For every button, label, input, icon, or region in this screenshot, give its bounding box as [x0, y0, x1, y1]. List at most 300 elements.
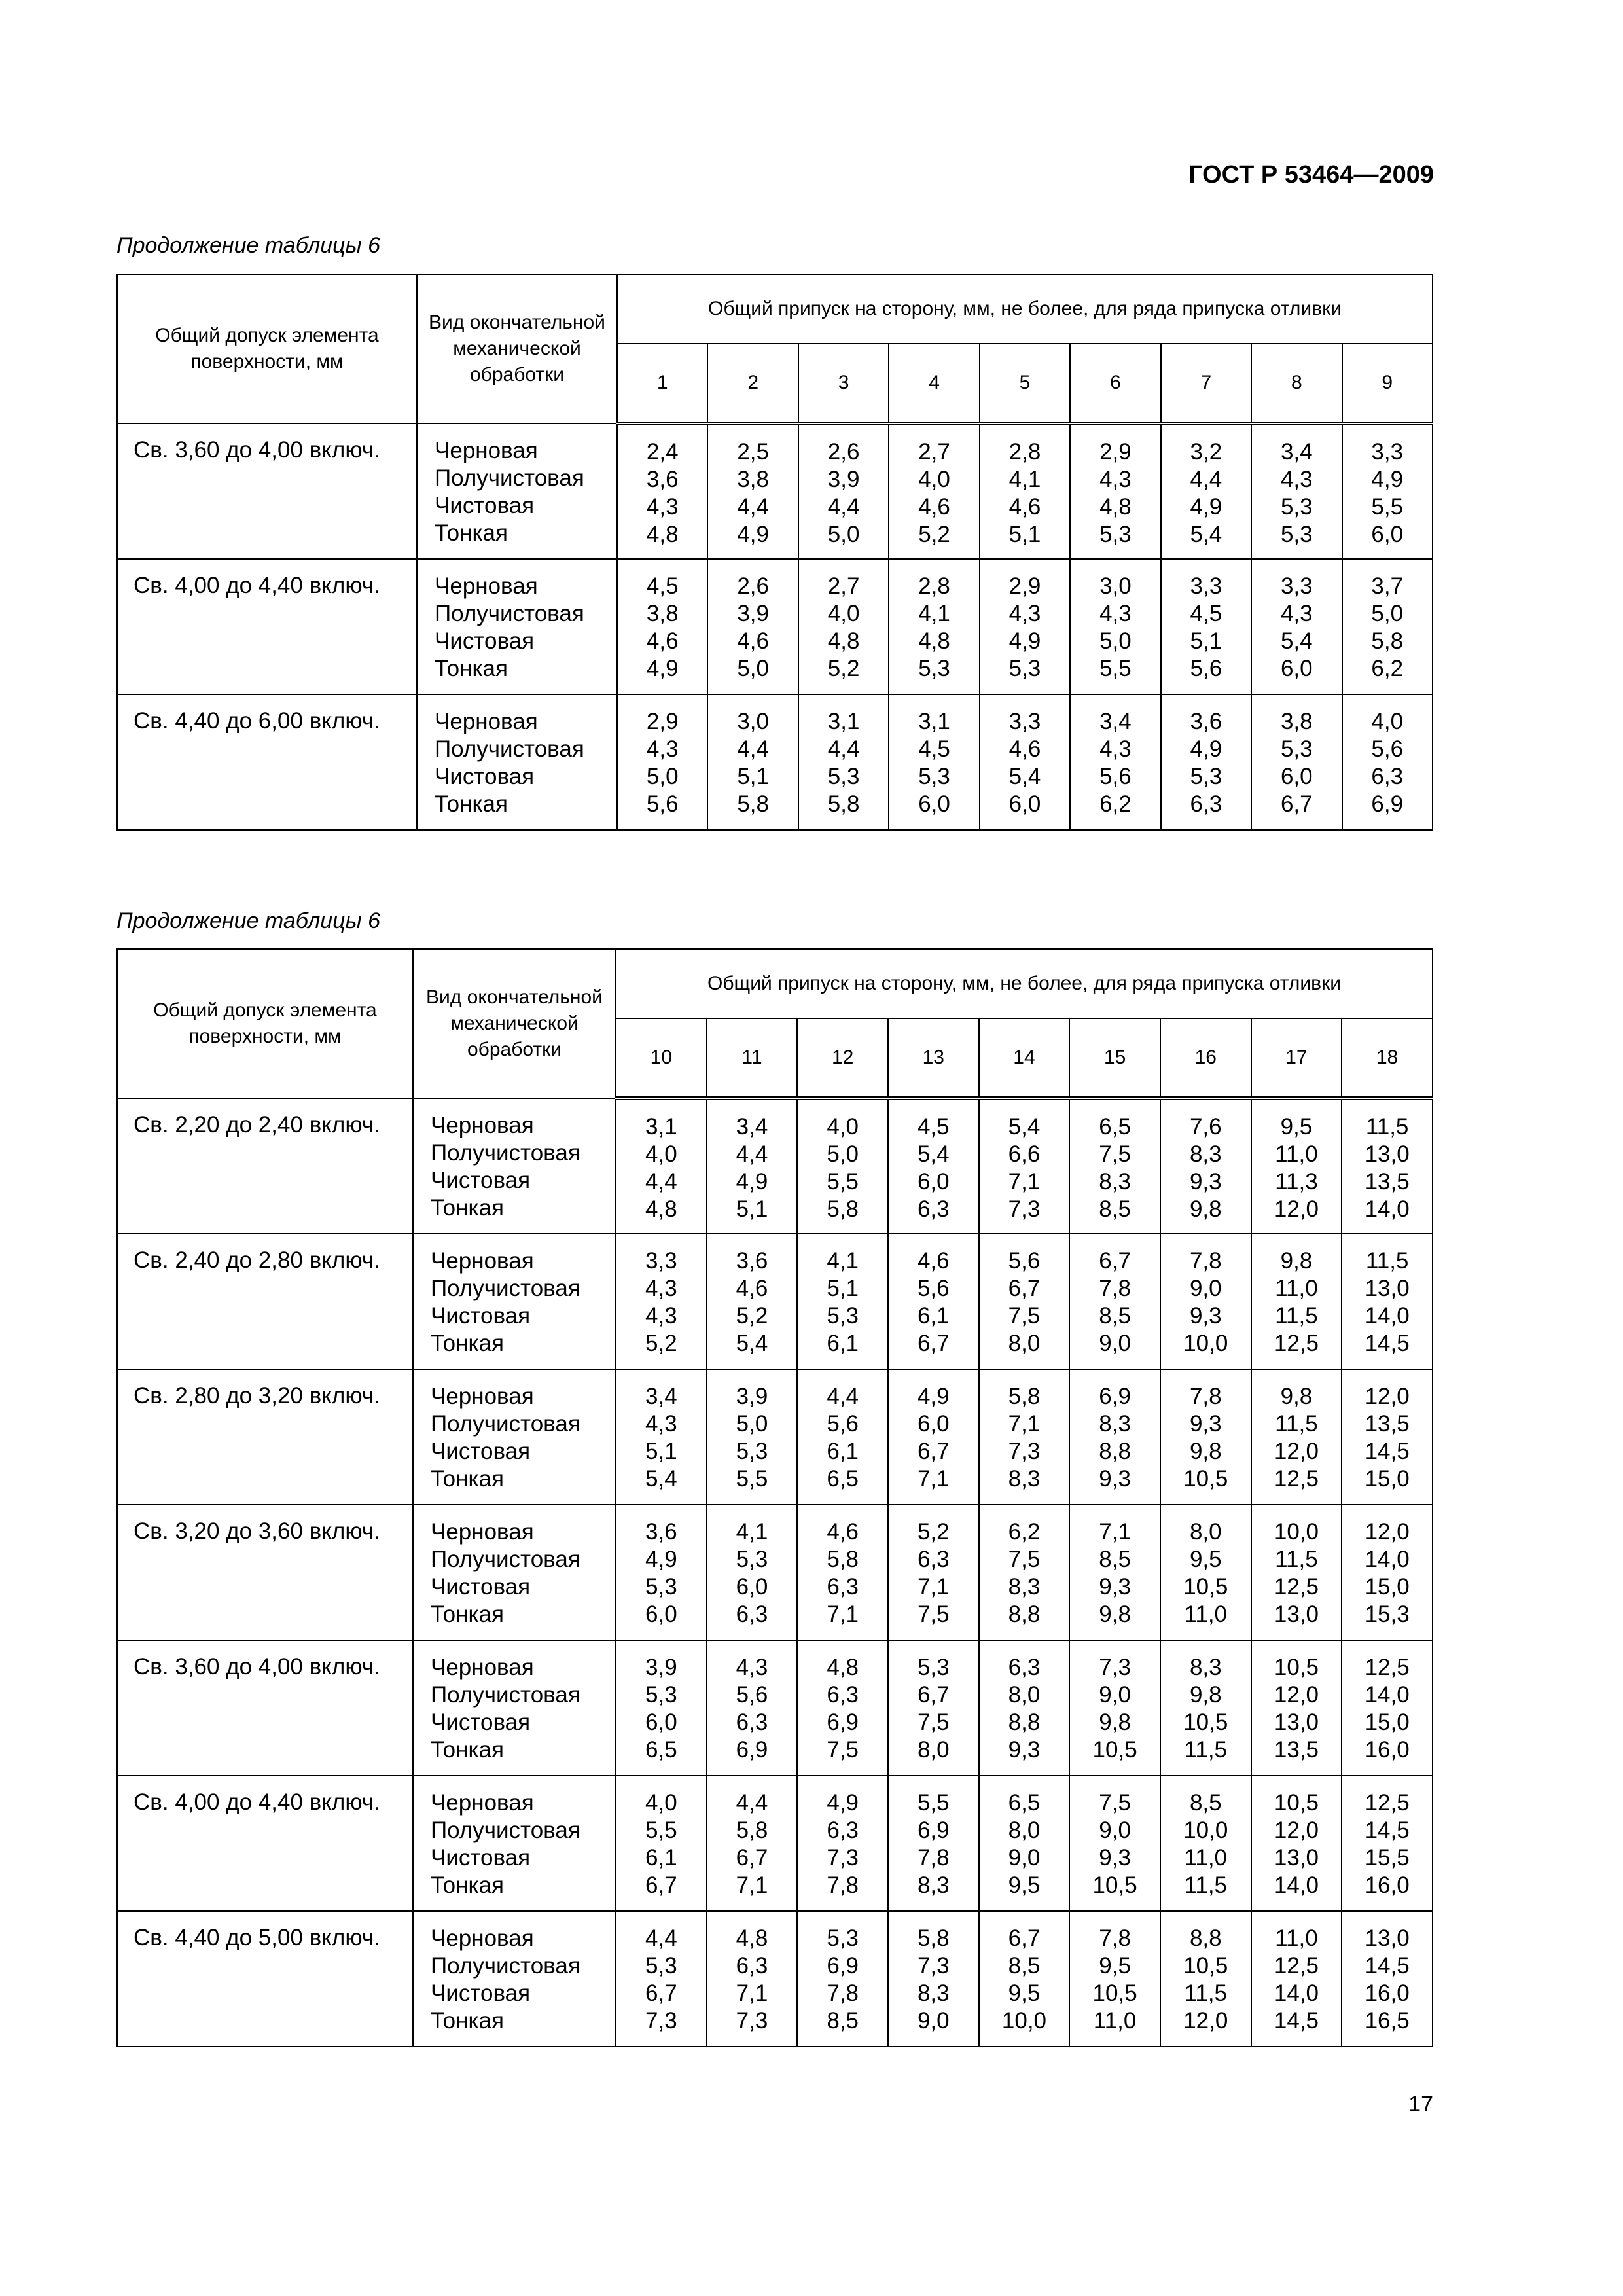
- tolerance-range: Св. 4,40 до 5,00 включ.: [117, 1911, 413, 2047]
- allowance-cell: [707, 1098, 798, 1234]
- allowance-value: 4,4: [827, 736, 860, 762]
- allowance-value: 15,0: [1364, 1574, 1410, 1600]
- series-header: 3: [798, 344, 889, 423]
- allowance-value: 9,3: [1189, 1303, 1222, 1329]
- machining-kind: Чистовая: [431, 1981, 531, 2006]
- allowance-cell: [1160, 1098, 1251, 1234]
- allowance-value: 2,8: [1008, 439, 1041, 465]
- allowance-value: 6,5: [827, 1466, 859, 1492]
- allowance-value: 6,0: [1280, 656, 1313, 681]
- allowance-value: 4,3: [736, 1655, 768, 1680]
- allowance-value: 6,3: [736, 1602, 768, 1627]
- allowance-value: 8,3: [917, 1873, 950, 1898]
- allowance-value: 9,8: [1099, 1710, 1131, 1735]
- machining-kind: Чистовая: [431, 1710, 531, 1735]
- allowance-cell: [1251, 1640, 1342, 1776]
- machining-kind: Черновая: [431, 1384, 534, 1409]
- allowance-value: 6,9: [1371, 791, 1404, 817]
- allowance-value: 7,8: [827, 1873, 859, 1898]
- allowance-value: 4,0: [827, 1114, 859, 1139]
- allowance-value: 5,1: [827, 1276, 859, 1301]
- machining-kind: Тонкая: [435, 656, 508, 681]
- allowance-value: 5,8: [736, 1818, 768, 1843]
- allowance-value: 12,0: [1274, 1682, 1319, 1708]
- series-header: 7: [1161, 344, 1251, 423]
- table-row: [117, 1776, 1433, 1911]
- allowance-value: 4,4: [736, 1790, 768, 1816]
- machining-kind: Тонкая: [431, 1195, 504, 1221]
- allowance-value: 13,0: [1364, 1276, 1410, 1301]
- allowance-value: 4,8: [918, 628, 950, 654]
- allowance-value: 4,3: [1099, 601, 1132, 626]
- allowance-table-1: [116, 274, 1433, 831]
- allowance-cell: [888, 1911, 979, 2047]
- table-row: [117, 423, 1433, 559]
- tolerance-range: Св. 3,20 до 3,60 включ.: [117, 1505, 413, 1640]
- allowance-cell: [797, 1776, 888, 1911]
- allowance-cell: [798, 694, 889, 830]
- allowance-value: 7,3: [827, 1845, 859, 1871]
- allowance-value: 12,0: [1274, 1439, 1319, 1464]
- allowance-cell: [1342, 694, 1433, 830]
- machining-kind: Получистовая: [435, 736, 584, 762]
- col-header-tolerance: Общий допуск элемента поверхности, мм: [117, 274, 417, 423]
- allowance-value: 5,5: [827, 1169, 859, 1194]
- allowance-value: 5,1: [736, 1196, 768, 1222]
- allowance-value: 3,4: [1280, 439, 1313, 465]
- allowance-value: 6,7: [917, 1682, 950, 1708]
- allowance-value: 10,5: [1183, 1710, 1228, 1735]
- allowance-cell: [707, 1640, 798, 1776]
- allowance-value: 8,5: [1189, 1790, 1222, 1816]
- allowance-cell: [888, 1098, 979, 1234]
- allowance-value: 5,4: [736, 1331, 768, 1356]
- allowance-value: 11,5: [1365, 1248, 1409, 1274]
- allowance-cell: [707, 1505, 798, 1640]
- col-header-allowance: Общий припуск на сторону, мм, не более, для ряда припуска отливки: [617, 274, 1433, 344]
- allowance-value: 6,2: [1008, 1519, 1041, 1545]
- allowance-value: 11,0: [1093, 2008, 1137, 2034]
- allowance-cell: [1160, 1234, 1251, 1369]
- allowance-cell: [797, 1911, 888, 2047]
- allowance-value: 7,8: [1189, 1248, 1222, 1274]
- allowance-value: 5,0: [1099, 628, 1132, 654]
- allowance-value: 11,0: [1275, 1276, 1318, 1301]
- series-header: 5: [980, 344, 1070, 423]
- allowance-value: 5,8: [737, 791, 769, 817]
- series-header: 12: [797, 1018, 888, 1098]
- allowance-value: 9,5: [1099, 1953, 1131, 1979]
- machining-kinds: [413, 1369, 616, 1505]
- allowance-value: 13,0: [1364, 1926, 1410, 1951]
- series-header: 16: [1160, 1018, 1251, 1098]
- tolerance-range: Св. 4,00 до 4,40 включ.: [117, 559, 417, 694]
- series-header: 13: [888, 1018, 979, 1098]
- machining-kinds: [417, 423, 617, 559]
- allowance-cell: [1069, 1369, 1160, 1505]
- allowance-cell: [1251, 1776, 1342, 1911]
- allowance-value: 4,9: [737, 522, 769, 547]
- allowance-value: 2,7: [918, 439, 950, 465]
- allowance-cell: [1251, 559, 1342, 694]
- series-header: 14: [979, 1018, 1070, 1098]
- machining-kinds: [413, 1234, 616, 1369]
- allowance-cell: [888, 1505, 979, 1640]
- allowance-value: 12,5: [1364, 1790, 1410, 1816]
- allowance-value: 4,3: [645, 1303, 677, 1329]
- allowance-value: 6,9: [827, 1953, 859, 1979]
- allowance-value: 5,3: [1190, 764, 1222, 789]
- allowance-cell: [617, 559, 707, 694]
- allowance-value: 4,3: [1280, 601, 1313, 626]
- machining-kind: Получистовая: [431, 1140, 580, 1166]
- allowance-cell: [1070, 694, 1160, 830]
- allowance-value: 12,5: [1274, 1953, 1319, 1979]
- allowance-value: 3,8: [646, 601, 679, 626]
- allowance-cell: [797, 1505, 888, 1640]
- allowance-value: 5,8: [827, 1547, 859, 1572]
- allowance-value: 6,3: [736, 1953, 768, 1979]
- allowance-value: 3,3: [645, 1248, 677, 1274]
- allowance-value: 8,3: [1189, 1655, 1222, 1680]
- allowance-value: 8,8: [1008, 1710, 1041, 1735]
- table-row: [117, 1098, 1433, 1234]
- allowance-value: 5,3: [1280, 522, 1313, 547]
- allowance-value: 6,6: [1008, 1141, 1041, 1167]
- allowance-value: 10,0: [1183, 1818, 1228, 1843]
- allowance-value: 5,3: [827, 1926, 859, 1951]
- allowance-value: 6,3: [736, 1710, 768, 1735]
- allowance-value: 8,5: [1099, 1303, 1131, 1329]
- table-row: [117, 1369, 1433, 1505]
- allowance-value: 5,4: [1008, 764, 1041, 789]
- allowance-cell: [1251, 1369, 1342, 1505]
- allowance-value: 10,5: [1183, 1953, 1228, 1979]
- allowance-value: 5,4: [917, 1141, 950, 1167]
- allowance-value: 14,0: [1274, 1981, 1319, 2006]
- allowance-value: 5,6: [1008, 1248, 1041, 1274]
- allowance-value: 6,5: [645, 1737, 677, 1763]
- allowance-value: 4,0: [645, 1790, 677, 1816]
- allowance-value: 4,6: [917, 1248, 950, 1274]
- allowance-value: 9,0: [1099, 1818, 1131, 1843]
- allowance-value: 10,5: [1183, 1574, 1228, 1600]
- allowance-cell: [797, 1098, 888, 1234]
- allowance-cell: [616, 1640, 707, 1776]
- allowance-cell: [797, 1234, 888, 1369]
- allowance-value: 10,5: [1274, 1655, 1319, 1680]
- allowance-value: 6,0: [918, 791, 950, 817]
- machining-kinds: [413, 1640, 616, 1776]
- allowance-value: 5,3: [736, 1547, 768, 1572]
- machining-kind: Черновая: [431, 1926, 534, 1951]
- allowance-value: 6,1: [827, 1331, 859, 1356]
- allowance-value: 2,7: [827, 573, 860, 599]
- allowance-value: 3,3: [1371, 439, 1404, 465]
- allowance-value: 4,4: [827, 1384, 859, 1409]
- allowance-cell: [1342, 1776, 1433, 1911]
- allowance-value: 10,5: [1092, 1737, 1137, 1763]
- machining-kind: Тонкая: [431, 1331, 504, 1356]
- allowance-value: 14,0: [1274, 1873, 1319, 1898]
- allowance-cell: [617, 423, 707, 559]
- allowance-value: 6,0: [1280, 764, 1313, 789]
- allowance-value: 3,4: [645, 1384, 677, 1409]
- allowance-value: 4,9: [645, 1547, 677, 1572]
- allowance-value: 6,9: [736, 1737, 768, 1763]
- allowance-value: 16,0: [1364, 1737, 1410, 1763]
- allowance-value: 2,9: [646, 709, 679, 734]
- allowance-cell: [1251, 1098, 1342, 1234]
- allowance-value: 6,5: [1099, 1114, 1131, 1139]
- allowance-value: 5,6: [1099, 764, 1132, 789]
- allowance-value: 11,3: [1275, 1169, 1318, 1194]
- series-header: 6: [1070, 344, 1160, 423]
- allowance-value: 5,4: [1280, 628, 1313, 654]
- allowance-value: 4,5: [1190, 601, 1222, 626]
- allowance-cell: [979, 1098, 1070, 1234]
- allowance-value: 8,8: [1189, 1926, 1222, 1951]
- machining-kind: Тонкая: [435, 791, 508, 817]
- allowance-cell: [889, 423, 979, 559]
- allowance-value: 9,8: [1280, 1248, 1313, 1274]
- machining-kind: Получистовая: [431, 1818, 580, 1843]
- document-code: ГОСТ Р 53464—2009: [1188, 161, 1434, 188]
- machining-kinds: [417, 694, 617, 830]
- allowance-value: 14,5: [1364, 1953, 1410, 1979]
- allowance-value: 5,6: [827, 1411, 859, 1437]
- allowance-value: 5,4: [645, 1466, 677, 1492]
- allowance-value: 9,3: [1189, 1169, 1222, 1194]
- allowance-value: 9,5: [1189, 1547, 1222, 1572]
- allowance-value: 4,9: [1190, 494, 1222, 520]
- allowance-value: 6,3: [1190, 791, 1222, 817]
- allowance-value: 4,4: [645, 1926, 677, 1951]
- allowance-value: 5,3: [827, 764, 860, 789]
- allowance-value: 5,0: [1371, 601, 1404, 626]
- allowance-value: 14,5: [1364, 1818, 1410, 1843]
- allowance-cell: [888, 1234, 979, 1369]
- allowance-value: 5,2: [827, 656, 860, 681]
- allowance-value: 4,5: [918, 736, 950, 762]
- series-header: 17: [1251, 1018, 1342, 1098]
- allowance-cell: [707, 694, 798, 830]
- allowance-cell: [707, 1911, 798, 2047]
- col-header-tolerance: Общий допуск элемента поверхности, мм: [117, 949, 413, 1098]
- allowance-value: 13,0: [1364, 1141, 1410, 1167]
- allowance-value: 4,4: [1190, 467, 1222, 492]
- allowance-value: 14,5: [1364, 1331, 1410, 1356]
- allowance-value: 12,5: [1364, 1655, 1410, 1680]
- allowance-value: 5,8: [827, 1196, 859, 1222]
- allowance-value: 7,3: [1099, 1655, 1131, 1680]
- allowance-value: 4,9: [736, 1169, 768, 1194]
- allowance-value: 5,2: [918, 522, 950, 547]
- allowance-cell: [707, 1234, 798, 1369]
- allowance-value: 4,6: [1008, 736, 1041, 762]
- allowance-value: 6,7: [645, 1873, 677, 1898]
- allowance-value: 12,5: [1274, 1574, 1319, 1600]
- machining-kind: Получистовая: [435, 601, 584, 626]
- allowance-cell: [798, 423, 889, 559]
- allowance-value: 5,3: [827, 1303, 859, 1329]
- allowance-value: 12,0: [1183, 2008, 1228, 2034]
- allowance-value: 11,5: [1275, 1547, 1318, 1572]
- allowance-value: 7,3: [1008, 1439, 1041, 1464]
- machining-kind: Тонкая: [431, 1602, 504, 1627]
- allowance-value: 8,5: [1099, 1547, 1131, 1572]
- allowance-value: 6,2: [1099, 791, 1132, 817]
- allowance-cell: [1069, 1234, 1160, 1369]
- allowance-value: 4,0: [1371, 709, 1404, 734]
- tolerance-range: Св. 3,60 до 4,00 включ.: [117, 1640, 413, 1776]
- allowance-value: 7,1: [917, 1574, 950, 1600]
- allowance-value: 6,0: [917, 1169, 950, 1194]
- series-header: 8: [1251, 344, 1342, 423]
- allowance-value: 11,5: [1275, 1411, 1318, 1437]
- allowance-value: 3,6: [646, 467, 679, 492]
- allowance-value: 10,5: [1092, 1873, 1137, 1898]
- allowance-value: 12,0: [1364, 1384, 1410, 1409]
- allowance-value: 6,0: [917, 1411, 950, 1437]
- allowance-value: 5,3: [918, 764, 950, 789]
- allowance-cell: [889, 694, 979, 830]
- allowance-value: 5,5: [1099, 656, 1132, 681]
- allowance-value: 5,8: [827, 791, 860, 817]
- table-row: [117, 559, 1433, 694]
- allowance-value: 2,9: [1008, 573, 1041, 599]
- allowance-value: 4,3: [645, 1411, 677, 1437]
- allowance-value: 6,7: [645, 1981, 677, 2006]
- allowance-value: 12,0: [1274, 1196, 1319, 1222]
- allowance-value: 11,5: [1184, 1981, 1228, 2006]
- allowance-value: 13,0: [1274, 1710, 1319, 1735]
- allowance-value: 6,0: [1371, 522, 1404, 547]
- allowance-value: 3,1: [918, 709, 950, 734]
- allowance-value: 7,1: [1008, 1411, 1041, 1437]
- allowance-value: 4,8: [736, 1926, 768, 1951]
- machining-kind: Получистовая: [431, 1682, 580, 1708]
- allowance-value: 4,8: [645, 1196, 677, 1222]
- allowance-value: 3,9: [827, 467, 860, 492]
- allowance-value: 8,0: [1008, 1682, 1041, 1708]
- allowance-cell: [1342, 423, 1433, 559]
- allowance-value: 6,7: [917, 1331, 950, 1356]
- allowance-cell: [1069, 1505, 1160, 1640]
- allowance-value: 11,5: [1275, 1303, 1318, 1329]
- allowance-value: 5,1: [737, 764, 769, 789]
- allowance-value: 6,3: [917, 1547, 950, 1572]
- allowance-value: 10,0: [1001, 2008, 1047, 2034]
- allowance-value: 9,0: [917, 2008, 950, 2034]
- allowance-value: 4,3: [1008, 601, 1041, 626]
- allowance-value: 5,4: [1190, 522, 1222, 547]
- allowance-cell: [1342, 1640, 1433, 1776]
- allowance-value: 13,5: [1364, 1169, 1410, 1194]
- allowance-cell: [1342, 1911, 1433, 2047]
- allowance-value: 11,0: [1275, 1141, 1318, 1167]
- allowance-value: 4,8: [827, 1655, 859, 1680]
- allowance-value: 4,1: [918, 601, 950, 626]
- allowance-cell: [979, 1505, 1070, 1640]
- allowance-cell: [797, 1640, 888, 1776]
- allowance-value: 6,7: [1099, 1248, 1131, 1274]
- allowance-cell: [1069, 1640, 1160, 1776]
- allowance-value: 3,9: [736, 1384, 768, 1409]
- allowance-value: 8,3: [1008, 1574, 1041, 1600]
- allowance-value: 4,3: [645, 1276, 677, 1301]
- machining-kind: Чистовая: [431, 1303, 531, 1329]
- allowance-value: 6,9: [827, 1710, 859, 1735]
- allowance-cell: [979, 1369, 1070, 1505]
- machining-kind: Чистовая: [435, 493, 535, 518]
- machining-kind: Получистовая: [431, 1547, 580, 1572]
- allowance-value: 7,5: [1099, 1141, 1131, 1167]
- allowance-value: 6,7: [736, 1845, 768, 1871]
- allowance-value: 3,3: [1190, 573, 1222, 599]
- allowance-value: 5,8: [1371, 628, 1404, 654]
- allowance-value: 5,3: [917, 1655, 950, 1680]
- allowance-cell: [616, 1098, 707, 1234]
- allowance-cell: [980, 423, 1070, 559]
- allowance-cell: [1160, 1640, 1251, 1776]
- allowance-value: 8,3: [1189, 1141, 1222, 1167]
- allowance-value: 2,5: [737, 439, 769, 465]
- allowance-value: 10,5: [1274, 1790, 1319, 1816]
- allowance-cell: [1160, 1911, 1251, 2047]
- allowance-value: 6,3: [827, 1574, 859, 1600]
- allowance-cell: [980, 559, 1070, 694]
- allowance-value: 14,5: [1274, 2008, 1319, 2034]
- series-header: 15: [1069, 1018, 1160, 1098]
- machining-kind: Черновая: [435, 573, 538, 599]
- machining-kind: Тонкая: [431, 1737, 504, 1763]
- allowance-value: 11,0: [1184, 1845, 1228, 1871]
- allowance-value: 5,0: [827, 522, 860, 547]
- allowance-value: 5,1: [1008, 522, 1041, 547]
- allowance-value: 3,0: [737, 709, 769, 734]
- allowance-value: 6,0: [645, 1602, 677, 1627]
- tolerance-range: Св. 2,80 до 3,20 включ.: [117, 1369, 413, 1505]
- allowance-value: 5,0: [827, 1141, 859, 1167]
- allowance-value: 15,3: [1364, 1602, 1410, 1627]
- allowance-value: 7,5: [827, 1737, 859, 1763]
- machining-kinds: [417, 559, 617, 694]
- allowance-value: 4,4: [737, 494, 769, 520]
- series-header: 4: [889, 344, 979, 423]
- allowance-value: 9,8: [1099, 1602, 1131, 1627]
- allowance-value: 4,1: [827, 1248, 859, 1274]
- allowance-value: 3,4: [736, 1114, 768, 1139]
- allowance-value: 6,3: [1371, 764, 1404, 789]
- allowance-value: 9,5: [1280, 1114, 1313, 1139]
- allowance-value: 14,0: [1364, 1682, 1410, 1708]
- allowance-value: 7,3: [917, 1953, 950, 1979]
- machining-kind: Получистовая: [431, 1953, 580, 1979]
- machining-kind: Чистовая: [435, 628, 535, 654]
- tolerance-range: Св. 2,40 до 2,80 включ.: [117, 1234, 413, 1369]
- allowance-cell: [1161, 423, 1251, 559]
- allowance-value: 8,8: [1008, 1602, 1041, 1627]
- allowance-value: 9,0: [1189, 1276, 1222, 1301]
- allowance-value: 4,9: [1371, 467, 1404, 492]
- machining-kinds: [413, 1911, 616, 2047]
- allowance-value: 3,6: [645, 1519, 677, 1545]
- allowance-value: 9,3: [1189, 1411, 1222, 1437]
- allowance-cell: [616, 1234, 707, 1369]
- allowance-value: 7,1: [736, 1981, 768, 2006]
- allowance-cell: [1069, 1776, 1160, 1911]
